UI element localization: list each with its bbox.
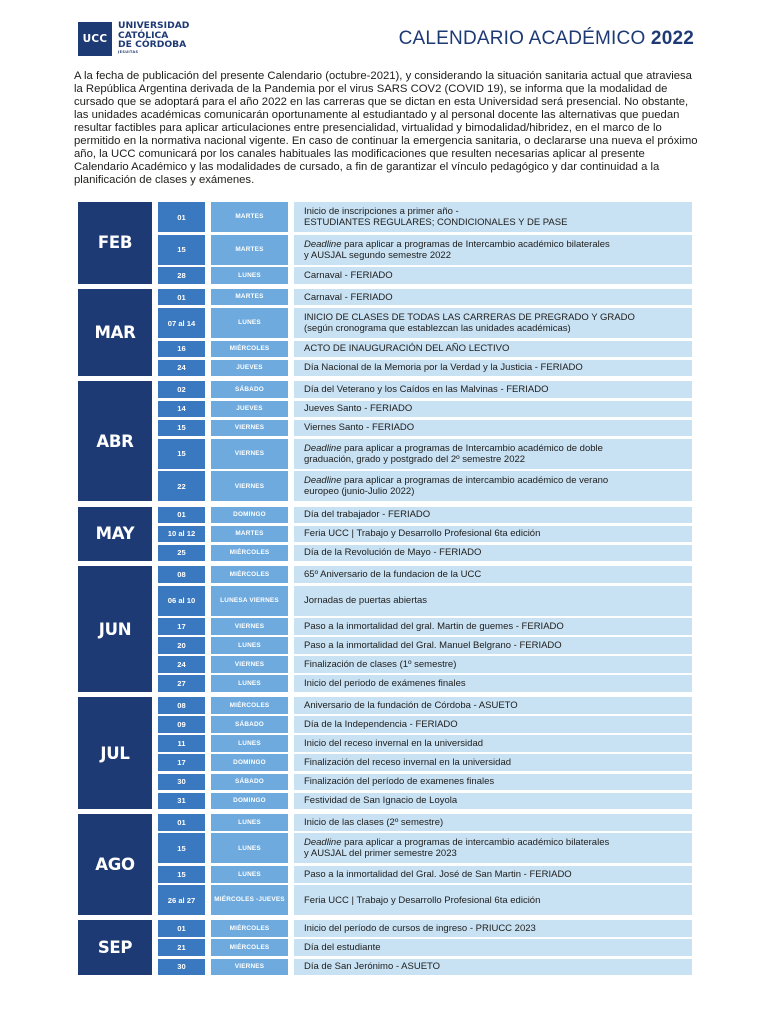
event-text — [304, 738, 483, 749]
month-label: FEB — [78, 202, 152, 284]
day-cell: 21 — [158, 939, 205, 956]
event-line-1 — [304, 384, 548, 395]
day-cell: 10 al 12 — [158, 526, 205, 543]
weekday-label: VIERNES — [234, 449, 265, 457]
event-text — [304, 509, 430, 520]
event-text-main: Feria UCC | Trabajo y Desarrollo Profesional 6ta edición — [304, 528, 541, 540]
weekday-cell — [211, 618, 288, 635]
weekday-cell — [211, 566, 288, 583]
event-description — [294, 833, 692, 863]
weekday-label: MARTES — [235, 293, 264, 301]
weekday-label: MIÉRCOLES — [229, 943, 270, 951]
weekday-cell — [211, 526, 288, 543]
weekday-label: MIÉRCOLES — [229, 924, 270, 932]
event-text — [304, 837, 609, 859]
event-description — [294, 793, 692, 810]
event-line-1 — [304, 776, 494, 787]
event-description — [294, 885, 692, 915]
event-line-1 — [304, 443, 603, 454]
event-description — [294, 774, 692, 791]
calendar-row — [158, 381, 692, 398]
weekday-cell — [211, 885, 288, 915]
weekday-label: LUNES — [220, 596, 243, 604]
deadline-label: Deadline — [304, 442, 342, 454]
weekday-label: LUNES — [238, 679, 261, 687]
weekday-cell — [211, 507, 288, 524]
calendar-row — [158, 866, 692, 883]
calendar-row — [158, 360, 692, 377]
header — [78, 18, 698, 66]
day-cell: 09 — [158, 716, 205, 733]
day-cell: 01 — [158, 202, 205, 232]
weekday-cell — [211, 920, 288, 937]
event-description — [294, 754, 692, 771]
weekday-cell — [211, 235, 288, 265]
event-text-main: Viernes Santo - FERIADO — [304, 422, 415, 434]
event-text — [304, 961, 440, 972]
university-name: UNIVERSIDAD CATÓLICA DE CÓRDOBA JESUITAS — [118, 20, 190, 54]
weekday-label: DOMINGO — [233, 797, 266, 805]
event-description — [294, 656, 692, 673]
day-cell: 01 — [158, 814, 205, 831]
day-cell: 06 al 10 — [158, 586, 205, 616]
event-text — [304, 719, 458, 730]
weekday-cell — [211, 267, 288, 284]
day-cell: 08 — [158, 566, 205, 583]
day-cell: 25 — [158, 545, 205, 562]
event-description — [294, 735, 692, 752]
event-text-main: Paso a la inmortalidad del gral. Martin de guemes - FERIADO — [304, 620, 564, 632]
event-text-main: 65º Aniversario de la fundacion de la UCC — [304, 569, 482, 581]
event-description — [294, 814, 692, 831]
event-line-1 — [304, 312, 635, 323]
event-text — [304, 659, 456, 670]
event-line-1 — [304, 895, 540, 906]
calendar-row — [158, 716, 692, 733]
weekday-label: LUNES — [238, 739, 261, 747]
event-text — [304, 443, 603, 465]
event-description — [294, 420, 692, 437]
event-description — [294, 959, 692, 976]
calendar-row — [158, 959, 692, 976]
weekday-cell — [211, 401, 288, 418]
weekday-cell — [211, 959, 288, 976]
event-text — [304, 270, 393, 281]
event-description — [294, 381, 692, 398]
event-line-1 — [304, 509, 430, 520]
event-description — [294, 308, 692, 338]
weekday-label: LUNES — [238, 271, 261, 279]
event-text — [304, 795, 457, 806]
event-line-2: y AUSJAL del primer semestre 2023 — [304, 848, 457, 860]
event-line-2: (según cronograma que establezcan las unidades académicas) — [304, 323, 571, 334]
weekday-cell — [211, 793, 288, 810]
event-text-main: ACTO DE INAUGURACIÓN DEL AÑO LECTIVO — [304, 343, 510, 355]
weekday-label: MIÉRCOLES — [229, 549, 270, 557]
weekday-label: LUNES — [238, 844, 261, 852]
weekday-label: VIERNES — [234, 622, 265, 630]
event-text — [304, 923, 536, 934]
event-text-main: para aplicar a programas de Intercambio académico bilaterales — [341, 238, 610, 250]
event-line-1 — [304, 659, 456, 670]
calendar-row — [158, 774, 692, 791]
calendar-row — [158, 735, 692, 752]
day-cell: 08 — [158, 697, 205, 714]
event-description — [294, 920, 692, 937]
event-line-1 — [304, 961, 440, 972]
deadline-label: Deadline — [304, 837, 342, 849]
weekday-cell — [211, 814, 288, 831]
event-line-1 — [304, 678, 466, 689]
day-cell: 20 — [158, 637, 205, 654]
event-description — [294, 618, 692, 635]
weekday-cell — [211, 202, 288, 232]
weekday-label: LUNES — [238, 641, 261, 649]
calendar-row — [158, 939, 692, 956]
calendar-row — [158, 439, 692, 469]
day-cell: 15 — [158, 420, 205, 437]
event-text — [304, 700, 518, 711]
event-text — [304, 817, 443, 828]
day-cell: 01 — [158, 920, 205, 937]
event-text — [304, 206, 567, 228]
event-text-main: Festividad de San Ignacio de Loyola — [304, 795, 458, 807]
event-text — [304, 640, 562, 651]
event-line-1 — [304, 837, 609, 848]
event-description — [294, 507, 692, 524]
event-text-main: para aplicar a programas de intercambio académico de verano — [341, 475, 609, 487]
day-cell: 31 — [158, 793, 205, 810]
event-line-1 — [304, 528, 540, 539]
event-description — [294, 675, 692, 692]
event-line-2: europeo (junio-Julio 2022) — [304, 486, 415, 498]
event-text-main: Carnaval - FERIADO — [304, 269, 393, 281]
weekday-label: VIERNES — [234, 963, 265, 970]
calendar-row — [158, 697, 692, 714]
day-cell: 28 — [158, 267, 205, 284]
event-line-2: y AUSJAL segundo semestre 2022 — [304, 249, 451, 261]
weekday-label: SÁBADO — [235, 720, 264, 728]
event-description — [294, 202, 692, 232]
day-cell: 07 al 14 — [158, 308, 205, 338]
day-cell: 22 — [158, 471, 205, 501]
calendar-row — [158, 267, 692, 284]
event-text — [304, 239, 610, 261]
event-line-1 — [304, 343, 509, 354]
event-text-main: Día de San Jerónimo - ASUETO — [304, 961, 441, 973]
day-cell: 30 — [158, 774, 205, 791]
weekday-cell — [211, 289, 288, 306]
weekday-label: MARTES — [235, 245, 264, 253]
weekday-cell — [211, 360, 288, 377]
event-text — [304, 869, 572, 880]
event-description — [294, 586, 692, 616]
calendar-row — [158, 507, 692, 524]
weekday-label: MIÉRCOLES — [229, 701, 270, 709]
event-description — [294, 235, 692, 265]
event-text-main: Jornadas de puertas abiertas — [304, 595, 428, 606]
event-line-1 — [304, 621, 564, 632]
day-cell: 17 — [158, 618, 205, 635]
weekday-cell — [211, 656, 288, 673]
event-description — [294, 439, 692, 469]
event-line-1 — [304, 239, 610, 250]
day-cell: 02 — [158, 381, 205, 398]
weekday-label-2: JUEVES — [258, 896, 285, 904]
weekday-label: SÁBADO — [235, 385, 264, 393]
weekday-cell — [211, 545, 288, 562]
calendar-row — [158, 656, 692, 673]
calendar-row — [158, 833, 692, 863]
calendar-row — [158, 401, 692, 418]
month-label: JUN — [78, 566, 152, 692]
event-text-main: Carnaval - FERIADO — [304, 291, 393, 303]
event-text-main: Inicio de las clases (2º semestre) — [304, 817, 444, 829]
weekday-cell — [211, 774, 288, 791]
weekday-label: LUNES — [238, 319, 261, 327]
event-text — [304, 895, 540, 906]
month-label: AGO — [78, 814, 152, 915]
event-description — [294, 716, 692, 733]
weekday-label: SÁBADO — [235, 778, 264, 785]
weekday-label: DOMINGO — [233, 758, 266, 766]
month-label: MAY — [78, 507, 152, 562]
event-line-1 — [304, 795, 457, 806]
event-line-1 — [304, 362, 583, 373]
weekday-cell — [211, 586, 288, 616]
event-line-1 — [304, 700, 518, 711]
weekday-label: MARTES — [235, 530, 264, 538]
event-description — [294, 289, 692, 306]
event-line-1 — [304, 206, 567, 217]
event-text — [304, 475, 608, 497]
event-line-1 — [304, 292, 393, 303]
event-text-main: Inicio del receso invernal en la universidad — [304, 738, 484, 750]
calendar-row — [158, 618, 692, 635]
calendar-row — [158, 566, 692, 583]
weekday-cell — [211, 439, 288, 469]
event-text-main: Finalización del período de examenes finales — [304, 776, 495, 788]
event-description — [294, 939, 692, 956]
event-line-1 — [304, 422, 414, 433]
calendar-row — [158, 586, 692, 616]
calendar-row — [158, 341, 692, 358]
event-description — [294, 341, 692, 358]
calendar-row — [158, 675, 692, 692]
event-description — [294, 471, 692, 501]
event-text-main: Día del Veterano y los Caídos en las Malvinas - FERIADO — [304, 384, 549, 396]
event-text-main: Inicio del período de cursos de ingreso - PRIUCC 2023 — [304, 923, 536, 935]
day-cell: 15 — [158, 833, 205, 863]
event-line-1 — [304, 923, 536, 934]
calendar-row — [158, 235, 692, 265]
event-line-1 — [304, 547, 481, 558]
event-text-main: Feria UCC | Trabajo y Desarrollo Profesional 6ta edición — [304, 894, 541, 906]
event-text — [304, 292, 393, 303]
day-cell: 30 — [158, 959, 205, 976]
day-cell: 17 — [158, 754, 205, 771]
event-text-main: Finalización del receso invernal en la universidad — [304, 757, 512, 769]
event-text — [304, 384, 548, 395]
calendar-row — [158, 754, 692, 771]
event-line-1 — [304, 640, 562, 651]
day-cell: 27 — [158, 675, 205, 692]
day-cell: 15 — [158, 866, 205, 883]
calendar-row — [158, 920, 692, 937]
event-description — [294, 401, 692, 418]
month-label: SEP — [78, 920, 152, 975]
weekday-cell — [211, 754, 288, 771]
calendar-row — [158, 885, 692, 915]
day-cell: 15 — [158, 235, 205, 265]
day-cell: 11 — [158, 735, 205, 752]
calendar-row — [158, 289, 692, 306]
day-cell: 14 — [158, 401, 205, 418]
day-cell: 24 — [158, 360, 205, 377]
weekday-label: MARTES — [235, 213, 264, 221]
ucc-logo: UCC — [78, 22, 112, 56]
calendar-row — [158, 526, 692, 543]
event-text-main: Día Nacional de la Memoria por la Verdad y la Justicia - FERIADO — [304, 362, 583, 374]
weekday-cell — [211, 381, 288, 398]
event-text-main: Día de la Independencia - FERIADO — [304, 718, 458, 730]
calendar-row — [158, 308, 692, 338]
event-text-main: Aniversario de la fundación de Córdoba - ASUETO — [304, 699, 518, 711]
event-line-2: ESTUDIANTES REGULARES; CONDICIONALES Y DE PASE — [304, 217, 568, 228]
day-cell: 01 — [158, 289, 205, 306]
weekday-label: MIÉRCOLES — [229, 345, 270, 353]
event-text — [304, 595, 427, 606]
day-cell: 26 al 27 — [158, 885, 205, 915]
event-text — [304, 942, 381, 953]
event-text — [304, 547, 481, 558]
event-line-1 — [304, 475, 608, 486]
event-text-main: Paso a la inmortalidad del Gral. José de San Martin - FERIADO — [304, 868, 572, 880]
weekday-label-2: A VIERNES — [242, 596, 279, 604]
event-text-main: Día del estudiante — [304, 942, 381, 954]
weekday-label: JUEVES — [236, 405, 263, 412]
event-text — [304, 621, 564, 632]
event-description — [294, 866, 692, 883]
day-cell: 24 — [158, 656, 205, 673]
event-text-main: Finalización de clases (1º semestre) — [304, 659, 457, 671]
calendar-row — [158, 793, 692, 810]
calendar-row — [158, 814, 692, 831]
event-line-1 — [304, 270, 393, 281]
calendar-row — [158, 202, 692, 232]
event-description — [294, 566, 692, 583]
day-cell: 16 — [158, 341, 205, 358]
month-label: ABR — [78, 381, 152, 501]
weekday-label: LUNES — [238, 818, 261, 826]
weekday-cell — [211, 716, 288, 733]
event-text-main: Día del trabajador - FERIADO — [304, 509, 431, 521]
event-text — [304, 362, 583, 373]
event-line-1 — [304, 719, 458, 730]
calendar-row — [158, 637, 692, 654]
weekday-cell — [211, 833, 288, 863]
event-line-1 — [304, 869, 572, 880]
weekday-cell — [211, 341, 288, 358]
weekday-cell — [211, 866, 288, 883]
weekday-label: VIERNES — [234, 482, 265, 490]
event-text — [304, 528, 540, 539]
event-description — [294, 360, 692, 377]
event-text-main: Jueves Santo - FERIADO — [304, 403, 413, 415]
weekday-label: MIÉRCOLES — [229, 570, 270, 578]
event-text — [304, 422, 414, 433]
weekday-cell — [211, 675, 288, 692]
event-text-main: Inicio del periodo de exámenes finales — [304, 678, 466, 690]
deadline-label: Deadline — [304, 238, 342, 250]
event-text-main: Paso a la inmortalidad del Gral. Manuel Belgrano - FERIADO — [304, 639, 562, 651]
weekday-label: LUNES — [238, 870, 261, 878]
event-line-1 — [304, 595, 427, 606]
weekday-label: VIERNES — [234, 424, 265, 432]
event-line-1 — [304, 757, 511, 768]
event-text-main: para aplicar a programas de Intercambio académico de doble — [341, 442, 603, 454]
intro-paragraph: A la fecha de publicación del presente Calendario (octubre-2021), y considerando la situación sanitaria actual que atraviesa la República Argentina derivada de la Pandemia por el virus SARS COV2 (COVID 19), se informa que la modalidad de cursado que se adoptará para el año 2022 en las carreras que se dictan en esta Universidad será presencial. No obstante, las unidades académicas comunicarán oportunamente al estudiantado y al personal docente las alternativas que puedan resultar factibles para aplicar articulaciones entre presencialidad, virtualidad y bimodalidad/hibridez, en el marco de lo permitido en la normativa nacional vigente. En caso de continuar la emergencia sanitaria, o declararse una nueva el próximo año, la UCC comunicará por los canales habituales las modificaciones que resulten necesarias aplicar al presente Calendario Académico y las modalidades de cursado, a fin de garantizar el vínculo pedagógico y dar continuidad a la planificación de clases y exámenes. — [74, 70, 698, 186]
weekday-cell — [211, 471, 288, 501]
calendar-row — [158, 545, 692, 562]
event-description — [294, 267, 692, 284]
calendar-row — [158, 420, 692, 437]
event-line-2: graduación, grado y postgrado del 2º semestre 2022 — [304, 453, 526, 465]
weekday-cell — [211, 697, 288, 714]
event-line-1 — [304, 403, 412, 414]
event-text — [304, 776, 494, 787]
event-text — [304, 343, 509, 354]
event-text — [304, 678, 466, 689]
event-text — [304, 403, 412, 414]
weekday-label: MIÉRCOLES - — [214, 896, 259, 904]
month-label: MAR — [78, 289, 152, 376]
day-cell: 01 — [158, 507, 205, 524]
event-line-1 — [304, 942, 381, 953]
event-line-1 — [304, 569, 481, 580]
month-label: JUL — [78, 697, 152, 809]
event-description — [294, 697, 692, 714]
deadline-label: Deadline — [304, 475, 342, 487]
weekday-cell — [211, 420, 288, 437]
event-text-main: Día de la Revolución de Mayo - FERIADO — [304, 547, 482, 559]
event-line-1 — [304, 738, 483, 749]
event-description — [294, 637, 692, 654]
weekday-label: DOMINGO — [233, 511, 266, 518]
page-title: CALENDARIO ACADÉMICO 2022 — [398, 28, 694, 49]
weekday-label: JUEVES — [236, 364, 263, 372]
event-text — [304, 757, 511, 768]
weekday-cell — [211, 939, 288, 956]
weekday-label: VIERNES — [234, 660, 265, 668]
event-text-main: INICIO DE CLASES DE TODAS LAS CARRERAS DE PREGRADO Y GRADO — [304, 312, 635, 323]
weekday-cell — [211, 637, 288, 654]
event-description — [294, 545, 692, 562]
calendar-row — [158, 471, 692, 501]
weekday-cell — [211, 735, 288, 752]
event-text — [304, 312, 635, 334]
weekday-cell — [211, 308, 288, 338]
calendar-table — [78, 202, 692, 973]
event-text-main: para aplicar a programas de intercambio académico bilaterales — [341, 837, 610, 849]
event-text — [304, 569, 481, 580]
event-text-main: Inicio de inscripciones a primer año - — [304, 206, 459, 217]
event-line-1 — [304, 817, 443, 828]
day-cell: 15 — [158, 439, 205, 469]
event-description — [294, 526, 692, 543]
